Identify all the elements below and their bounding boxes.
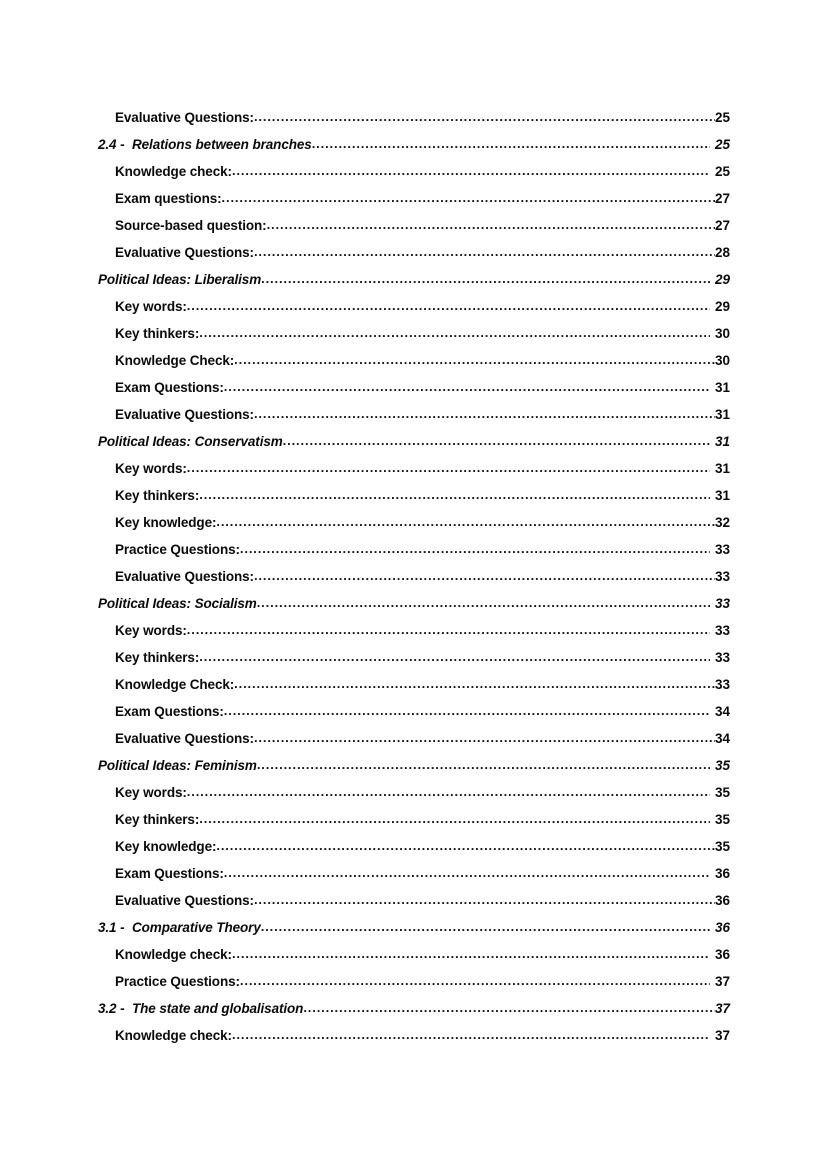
toc-entry[interactable] xyxy=(0,833,828,860)
toc-entry-page-number: 36 xyxy=(714,947,730,962)
toc-entry-page-number: 37 xyxy=(714,974,730,989)
toc-dot-leader xyxy=(224,860,710,886)
toc-entry-page-number: 34 xyxy=(714,704,730,719)
toc-dot-leader xyxy=(267,212,715,238)
toc-dot-leader xyxy=(261,914,710,940)
toc-entry[interactable] xyxy=(0,968,828,995)
toc-entry-page-number: 28 xyxy=(714,245,730,260)
toc-entry-title: Key words: xyxy=(115,299,187,314)
toc-entry[interactable] xyxy=(0,779,828,806)
toc-entry-title: Key thinkers: xyxy=(115,488,200,503)
toc-entry-page-number: 32 xyxy=(714,515,730,530)
toc-entry-title: Knowledge Check: xyxy=(115,353,235,368)
toc-entry-page-number: 35 xyxy=(714,785,730,800)
toc-entry-title: Key words: xyxy=(115,461,187,476)
toc-entry-title: Political Ideas: Liberalism xyxy=(98,272,262,287)
toc-entry-title: Exam Questions: xyxy=(115,380,224,395)
toc-entry-title xyxy=(98,914,261,941)
toc-entry-page-number: 33 xyxy=(714,596,730,611)
toc-dot-leader xyxy=(187,779,710,805)
toc-entry[interactable] xyxy=(0,185,828,212)
toc-dot-leader xyxy=(187,617,710,643)
toc-entry[interactable] xyxy=(0,320,828,347)
toc-entry[interactable] xyxy=(0,644,828,671)
toc-entry-page-number: 36 xyxy=(714,920,730,935)
toc-entry-title: Evaluative Questions: xyxy=(115,110,254,125)
toc-entry-title: Knowledge Check: xyxy=(115,677,235,692)
toc-entry-title xyxy=(98,131,312,158)
toc-entry-title: Exam Questions: xyxy=(115,866,224,881)
toc-entry-title: Evaluative Questions: xyxy=(115,569,254,584)
toc-entry[interactable] xyxy=(0,455,828,482)
toc-entry-number: 2.4 - xyxy=(98,137,125,152)
toc-entry-page-number: 30 xyxy=(714,326,730,341)
toc-entry-title: Key words: xyxy=(115,623,187,638)
toc-entry-title: Key knowledge: xyxy=(115,515,217,530)
toc-entry-page-number: 35 xyxy=(714,812,730,827)
toc-dot-leader xyxy=(187,293,710,319)
toc-entry[interactable] xyxy=(0,941,828,968)
toc-entry-title: Exam Questions: xyxy=(115,704,224,719)
toc-dot-leader xyxy=(283,428,710,454)
toc-dot-leader xyxy=(254,563,715,589)
toc-entry[interactable] xyxy=(0,1022,828,1049)
toc-entry-page-number: 33 xyxy=(714,542,730,557)
toc-entry-page-number: 31 xyxy=(714,461,730,476)
toc-entry-title: Evaluative Questions: xyxy=(115,893,254,908)
toc-entry[interactable] xyxy=(0,509,828,536)
toc-entry[interactable] xyxy=(0,239,828,266)
toc-dot-leader xyxy=(234,347,715,373)
toc-entry[interactable] xyxy=(0,212,828,239)
toc-entry-title: Evaluative Questions: xyxy=(115,245,254,260)
toc-entry-title: Key words: xyxy=(115,785,187,800)
toc-entry[interactable] xyxy=(0,131,828,158)
toc-dot-leader xyxy=(257,590,710,616)
toc-entry[interactable] xyxy=(0,590,828,617)
toc-entry-page-number: 25 xyxy=(714,164,730,179)
toc-entry-title: Knowledge check: xyxy=(115,1028,232,1043)
toc-entry-number: 3.2 - xyxy=(98,1001,125,1016)
toc-dot-leader xyxy=(257,752,710,778)
toc-dot-leader xyxy=(199,320,710,346)
toc-dot-leader xyxy=(232,941,710,967)
toc-entry-title: Key knowledge: xyxy=(115,839,217,854)
toc-dot-leader xyxy=(199,482,710,508)
toc-dot-leader xyxy=(199,644,710,670)
toc-dot-leader xyxy=(216,509,715,535)
toc-entry-title xyxy=(98,995,303,1022)
toc-dot-leader xyxy=(254,239,715,265)
toc-entry-title: Source-based question: xyxy=(115,218,267,233)
toc-entry[interactable] xyxy=(0,428,828,455)
toc-entry-page-number: 33 xyxy=(714,650,730,665)
toc-entry-title: Key thinkers: xyxy=(115,812,200,827)
toc-entry[interactable] xyxy=(0,293,828,320)
toc-entry[interactable] xyxy=(0,995,828,1022)
toc-entry[interactable] xyxy=(0,104,828,131)
toc-entry-page-number: 35 xyxy=(714,839,730,854)
toc-dot-leader xyxy=(312,131,710,157)
toc-entry-title: Practice Questions: xyxy=(115,542,240,557)
toc-entry-page-number: 36 xyxy=(714,866,730,881)
toc-entry-page-number: 37 xyxy=(714,1001,730,1016)
toc-entry-page-number: 33 xyxy=(714,623,730,638)
toc-entry-page-number: 33 xyxy=(714,569,730,584)
toc-entry-title: Exam questions: xyxy=(115,191,222,206)
toc-entry-page-number: 31 xyxy=(714,380,730,395)
toc-entry-label: Relations between branches xyxy=(132,137,312,152)
toc-dot-leader xyxy=(254,887,715,913)
toc-entry[interactable] xyxy=(0,725,828,752)
toc-entry-label: The state and globalisation xyxy=(132,1001,304,1016)
toc-dot-leader xyxy=(303,995,715,1021)
toc-entry-page-number: 29 xyxy=(714,272,730,287)
toc-dot-leader xyxy=(261,266,710,292)
toc-dot-leader xyxy=(216,833,715,859)
toc-entry-title: Political Ideas: Feminism xyxy=(98,758,257,773)
toc-entry-page-number: 29 xyxy=(714,299,730,314)
toc-entry-title: Political Ideas: Conservatism xyxy=(98,434,283,449)
toc-entry[interactable] xyxy=(0,347,828,374)
toc-entry[interactable] xyxy=(0,887,828,914)
toc-dot-leader xyxy=(232,1022,710,1048)
toc-entry-page-number: 27 xyxy=(714,191,730,206)
toc-dot-leader xyxy=(240,536,710,562)
toc-entry-page-number: 27 xyxy=(714,218,730,233)
toc-entry-label: Comparative Theory xyxy=(132,920,261,935)
toc-dot-leader xyxy=(254,401,715,427)
toc-dot-leader xyxy=(187,455,710,481)
toc-dot-leader xyxy=(224,374,710,400)
toc-entry-page-number: 25 xyxy=(714,110,730,125)
table-of-contents xyxy=(0,104,828,1049)
toc-entry-title: Key thinkers: xyxy=(115,326,200,341)
toc-entry[interactable] xyxy=(0,671,828,698)
toc-entry[interactable] xyxy=(0,374,828,401)
toc-entry[interactable] xyxy=(0,266,828,293)
toc-dot-leader xyxy=(234,671,715,697)
toc-entry[interactable] xyxy=(0,482,828,509)
toc-entry[interactable] xyxy=(0,563,828,590)
toc-dot-leader xyxy=(222,185,715,211)
toc-entry[interactable] xyxy=(0,752,828,779)
toc-dot-leader xyxy=(254,104,715,130)
toc-dot-leader xyxy=(232,158,710,184)
toc-entry[interactable] xyxy=(0,536,828,563)
toc-dot-leader xyxy=(224,698,710,724)
toc-entry[interactable] xyxy=(0,617,828,644)
toc-entry[interactable] xyxy=(0,914,828,941)
toc-entry[interactable] xyxy=(0,158,828,185)
toc-entry-page-number: 35 xyxy=(714,758,730,773)
toc-entry-page-number: 31 xyxy=(714,434,730,449)
toc-entry[interactable] xyxy=(0,860,828,887)
toc-entry[interactable] xyxy=(0,806,828,833)
toc-entry-page-number: 31 xyxy=(714,488,730,503)
toc-entry-page-number: 34 xyxy=(714,731,730,746)
toc-entry-page-number: 33 xyxy=(714,677,730,692)
toc-entry-title: Knowledge check: xyxy=(115,164,232,179)
toc-entry-title: Evaluative Questions: xyxy=(115,731,254,746)
toc-entry-title: Political Ideas: Socialism xyxy=(98,596,257,611)
toc-entry-page-number: 36 xyxy=(714,893,730,908)
toc-dot-leader xyxy=(254,725,715,751)
toc-entry-title: Knowledge check: xyxy=(115,947,232,962)
toc-entry-title: Evaluative Questions: xyxy=(115,407,254,422)
toc-entry-title: Practice Questions: xyxy=(115,974,240,989)
toc-entry-title: Key thinkers: xyxy=(115,650,200,665)
toc-entry-page-number: 37 xyxy=(714,1028,730,1043)
toc-entry-page-number: 25 xyxy=(714,137,730,152)
toc-dot-leader xyxy=(240,968,710,994)
toc-entry-number: 3.1 - xyxy=(98,920,125,935)
toc-dot-leader xyxy=(199,806,710,832)
toc-entry-page-number: 31 xyxy=(714,407,730,422)
toc-entry[interactable] xyxy=(0,401,828,428)
toc-entry[interactable] xyxy=(0,698,828,725)
toc-entry-page-number: 30 xyxy=(714,353,730,368)
